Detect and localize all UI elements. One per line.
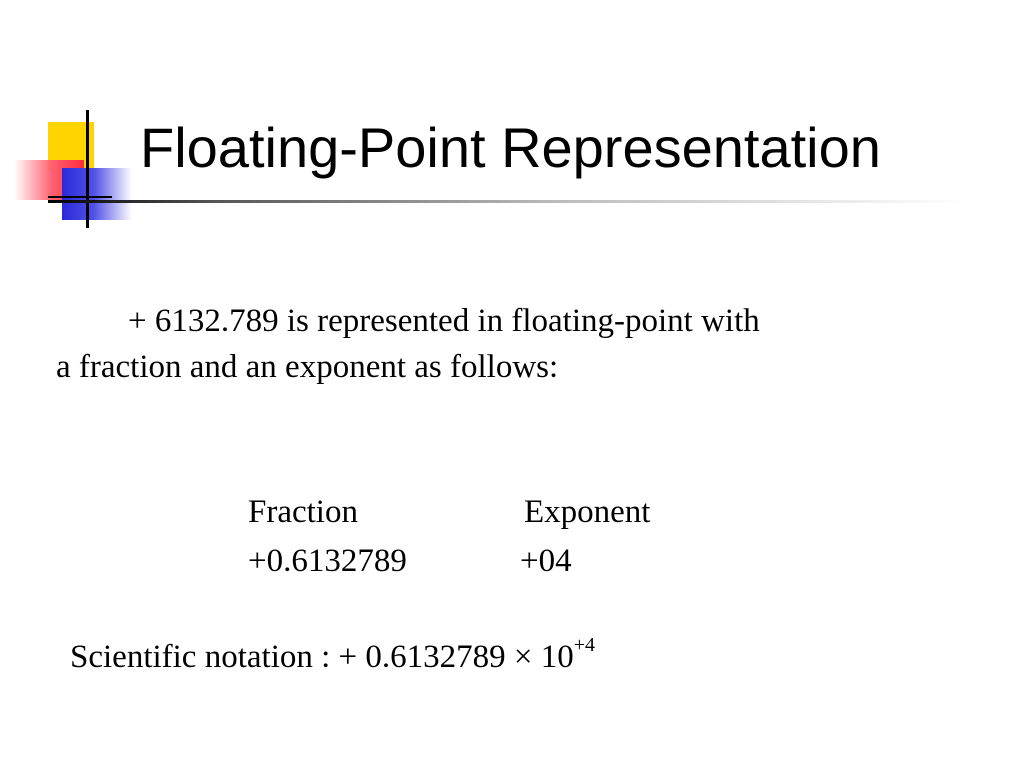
intro-paragraph: [56, 298, 936, 390]
fraction-value: +0.6132789: [248, 543, 407, 579]
fraction-header: Fraction: [248, 494, 358, 530]
scientific-notation-exponent: +4: [573, 634, 596, 656]
intro-line-2: a fraction and an exponent as follows:: [56, 349, 559, 385]
logo-horizontal-line: [48, 196, 112, 198]
scientific-notation: [70, 634, 595, 680]
slide-logo-decoration: [0, 0, 160, 240]
intro-line-1: + 6132.789 is represented in floating-point with: [128, 303, 760, 339]
scientific-notation-text: Scientific notation : + 0.6132789 × 10: [70, 639, 574, 675]
blue-square: [62, 168, 132, 220]
logo-vertical-line: [86, 110, 89, 228]
slide-title: Floating-Point Representation: [140, 116, 881, 179]
exponent-header: Exponent: [524, 494, 651, 530]
exponent-value: +04: [520, 543, 572, 579]
title-underline: [48, 200, 968, 203]
